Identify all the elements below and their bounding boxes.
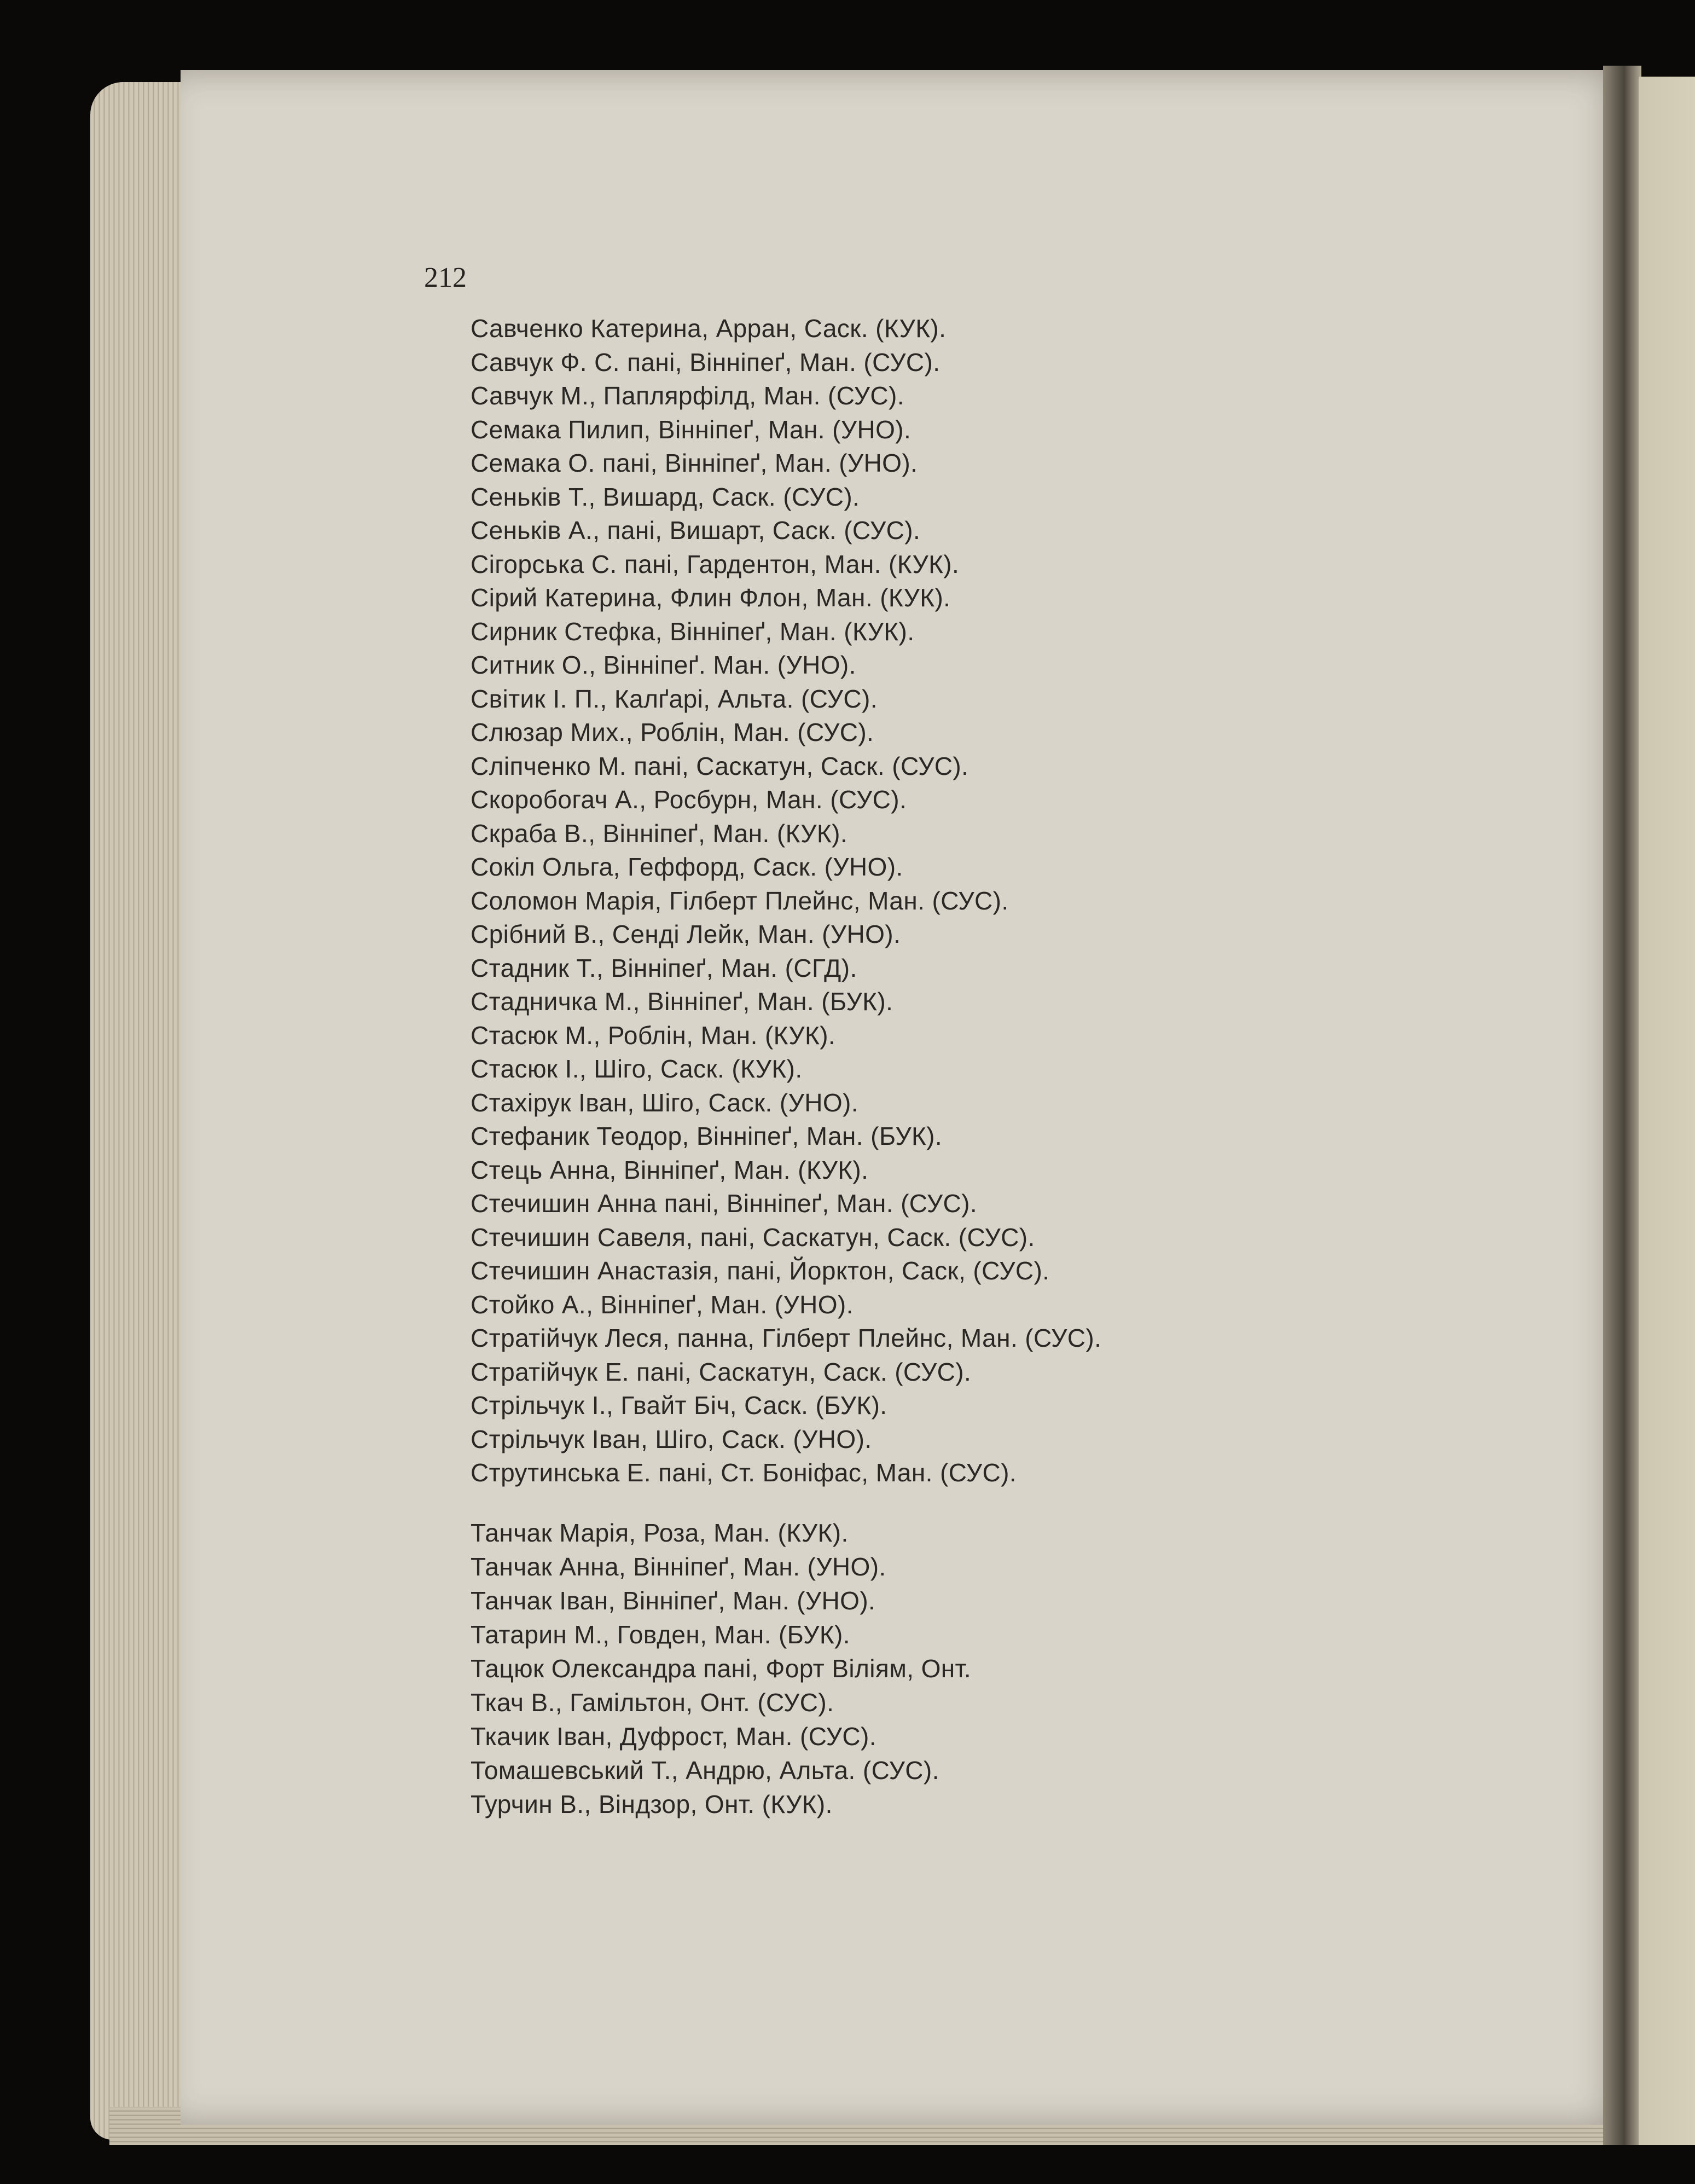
list-item: Стрільчук І., Гвайт Біч, Саск. (БУК).: [471, 1391, 887, 1420]
list-item: Сокіл Ольга, Геффорд, Саск. (УНО).: [471, 853, 903, 881]
entry-list-s: [471, 312, 1101, 1490]
list-item: Турчин В., Віндзор, Онт. (КУК).: [471, 1790, 833, 1818]
list-item: Ткач В., Гамільтон, Онт. (СУС).: [471, 1688, 834, 1717]
entry-list-t: [471, 1516, 971, 1821]
list-item: Ткачик Іван, Дуфрост, Ман. (СУС).: [471, 1722, 876, 1751]
list-item: Стець Анна, Вінніпеґ, Ман. (КУК).: [471, 1155, 869, 1184]
next-page-edge: [1639, 77, 1695, 2145]
list-item: Сирник Стефка, Вінніпеґ, Ман. (КУК).: [471, 617, 915, 646]
list-item: Танчак Марія, Роза, Ман. (КУК).: [471, 1519, 849, 1547]
list-item: Тацюк Олександра пані, Форт Віліям, Онт.: [471, 1654, 972, 1683]
list-item: Стратійчук Е. пані, Саскатун, Саск. (СУС).: [471, 1357, 972, 1386]
list-item: Стечишин Савеля, пані, Саскатун, Саск. (СУС).: [471, 1223, 1035, 1252]
list-item: Сірий Катерина, Флин Флон, Ман. (КУК).: [471, 583, 951, 612]
list-item: Стечишин Анна пані, Вінніпеґ, Ман. (СУС).: [471, 1189, 978, 1218]
list-item: Танчак Анна, Вінніпеґ, Ман. (УНО).: [471, 1552, 886, 1581]
list-item: Світик І. П., Калґарі, Альта. (СУС).: [471, 684, 878, 713]
list-item: Семака О. пані, Вінніпеґ, Ман. (УНО).: [471, 449, 918, 477]
list-item: Танчак Іван, Вінніпеґ, Ман. (УНО).: [471, 1586, 876, 1615]
list-item: Слюзар Мих., Роблін, Ман. (СУС).: [471, 718, 874, 746]
list-item: Скоробогач А., Росбурн, Ман. (СУС).: [471, 785, 907, 814]
list-item: Томашевський Т., Андрю, Альта. (СУС).: [471, 1756, 939, 1785]
list-item: Савчук Ф. С. пані, Вінніпеґ, Ман. (СУС).: [471, 347, 941, 376]
list-item: Срібний В., Сенді Лейк, Ман. (УНО).: [471, 920, 901, 948]
page-number: 212: [424, 262, 467, 293]
list-item: Сліпченко М. пані, Саскатун, Саск. (СУС).: [471, 751, 969, 780]
list-item: Стратійчук Леся, панна, Гілберт Плейнс, Ман. (СУС).: [471, 1324, 1102, 1352]
list-item: Сеньків А., пані, Вишарт, Саск. (СУС).: [471, 516, 921, 544]
list-item: Стечишин Анастазія, пані, Йорктон, Саск, (СУС).: [471, 1256, 1050, 1285]
list-item: Стефаник Теодор, Вінніпеґ, Ман. (БУК).: [471, 1122, 943, 1150]
list-item: Струтинська Е. пані, Ст. Боніфас, Ман. (СУС).: [471, 1458, 1017, 1487]
list-item: Скраба В., Вінніпеґ, Ман. (КУК).: [471, 819, 848, 848]
list-item: Соломон Марія, Гілберт Плейнс, Ман. (СУС).: [471, 886, 1009, 915]
list-item: Семака Пилип, Вінніпеґ, Ман. (УНО).: [471, 415, 912, 444]
list-item: Стасюк М., Роблін, Ман. (КУК).: [471, 1021, 836, 1050]
list-item: Ситник О., Вінніпеґ. Ман. (УНО).: [471, 651, 856, 679]
list-item: Татарин М., Говден, Ман. (БУК).: [471, 1620, 850, 1649]
book-gutter: [1603, 66, 1641, 2145]
list-item: Стойко А., Вінніпеґ, Ман. (УНО).: [471, 1290, 854, 1319]
list-item: Савчук М., Паплярфілд, Ман. (СУС).: [471, 381, 904, 410]
list-item: Савченко Катерина, Арран, Саск. (КУК).: [471, 314, 947, 343]
list-item: Стадничка М., Вінніпеґ, Ман. (БУК).: [471, 987, 893, 1016]
list-item: Стахірук Іван, Шіго, Саск. (УНО).: [471, 1088, 858, 1117]
list-item: Сеньків Т., Вишард, Саск. (СУС).: [471, 482, 860, 511]
list-item: Сігорська С. пані, Гардентон, Ман. (КУК).: [471, 549, 960, 578]
list-item: Стадник Т., Вінніпеґ, Ман. (СГД).: [471, 953, 857, 982]
list-item: Стрільчук Іван, Шіго, Саск. (УНО).: [471, 1424, 872, 1453]
list-item: Стасюк І., Шіго, Саск. (КУК).: [471, 1055, 803, 1083]
